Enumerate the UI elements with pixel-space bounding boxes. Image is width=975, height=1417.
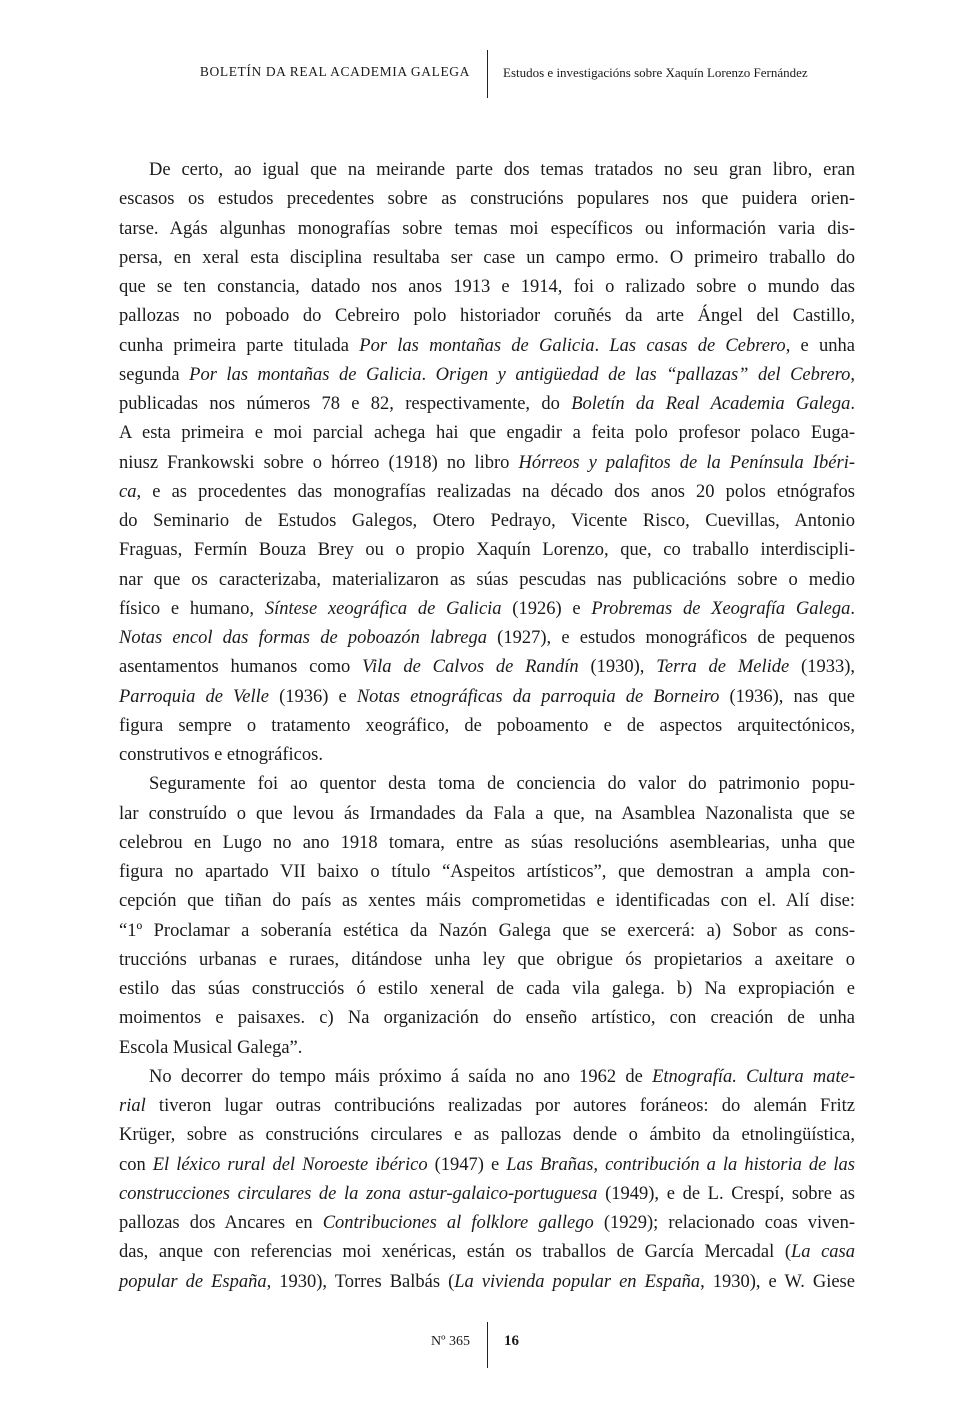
text-run: tiveron lugar outras contribucións realizadas por autores foráneos: do alemán Fritz	[145, 1096, 855, 1116]
article-body	[119, 156, 855, 1297]
italic-title: Terra de Melide	[656, 657, 790, 678]
text-line	[119, 829, 855, 858]
text-run: Krüger, sobre as construcións circulares e as pallozas dende o ámbito da etnolingüística,	[119, 1125, 855, 1146]
italic-title: Probremas de Xeografía Galega	[591, 598, 851, 619]
text-line	[119, 332, 855, 361]
text-run: (1936), nas que	[719, 686, 855, 707]
text-run: estilo das súas construcciós ó estilo xeneral de cada vila galega. b) Na expropiación e	[119, 979, 855, 999]
text-run: das, anque con referencias moi xenéricas, están os traballos de García Mercadal (	[119, 1242, 791, 1263]
text-run: pallozas no poboado do Cebreiro polo historiador coruñés da arte Ángel del Castillo,	[119, 306, 855, 327]
text-run: (1926) e	[501, 598, 592, 619]
text-run: asentamentos humanos como	[119, 657, 363, 678]
italic-title: Parroquia de Velle	[119, 686, 269, 707]
text-run: .	[850, 598, 855, 619]
text-run: , 1930), Torres Balbás (	[266, 1271, 455, 1292]
text-line	[119, 712, 855, 741]
italic-title: Origen y antigüedad de las “pallazas” del Cebrero	[435, 364, 851, 385]
italic-title: Hórreos y palafitos de la Península Ibéri-	[518, 452, 856, 473]
italic-title: Síntese xeográfica de Galicia	[264, 598, 502, 619]
text-run: construtivos e etnográficos.	[119, 745, 323, 765]
text-line	[119, 1092, 855, 1121]
italic-title: rial	[119, 1096, 146, 1116]
text-line	[119, 185, 855, 214]
text-run: cepción que tiñan do país as xentes máis comprometidas e identificadas con el. Alí dise:	[119, 891, 855, 912]
text-run: , e as procedentes das monografías realizadas na décado dos anos 20 polos etnógrafos	[136, 481, 855, 502]
text-run: Seguramente foi ao quentor desta toma de conciencia do valor do patrimonio popu-	[149, 774, 855, 795]
text-line	[119, 302, 855, 331]
text-run: figura sempre o tratamento xeográfico, de poboamento e de aspectos arquitectónicos,	[119, 715, 855, 736]
text-line	[119, 1034, 855, 1063]
text-run: físico e humano,	[119, 598, 265, 619]
text-line	[119, 156, 855, 185]
text-run: , 1930), e W. Giese	[700, 1271, 855, 1292]
text-run: pallozas dos Ancares en	[119, 1213, 323, 1233]
text-run: figura no apartado VII baixo o título “Aspeitos artísticos”, que demostran a ampla con-	[119, 862, 855, 882]
italic-title: Notas etnográficas da parroquia de Borneiro	[356, 686, 720, 707]
text-line	[119, 449, 855, 478]
paragraph	[119, 1063, 855, 1297]
header-divider	[487, 50, 488, 98]
text-line	[119, 800, 855, 829]
paragraph	[119, 770, 855, 1063]
text-run: De certo, ao igual que na meirande parte dos temas tratados no seu gran libro, eran	[149, 160, 855, 180]
text-run: segunda	[119, 364, 190, 385]
text-line	[119, 566, 855, 595]
text-run: (1927), e estudos monográficos de pequenos	[486, 628, 855, 648]
italic-title: Por las montañas de Galicia	[189, 364, 422, 385]
text-run: .	[850, 394, 856, 414]
text-run: “1º Proclamar a soberanía estética da Nazón Galega que se exercerá: a) Sobor as cons-	[119, 920, 855, 941]
text-line	[119, 390, 855, 419]
text-run: Fraguas, Fermín Bouza Brey ou o propio Xaquín Lorenzo, que, co traballo interdiscipli-	[119, 540, 855, 561]
text-line	[119, 624, 855, 653]
journal-title: BOLETÍN DA REAL ACADEMIA GALEGA	[199, 64, 470, 79]
text-run: escasos os estudos precedentes sobre as construcións populares nos que puidera orien-	[119, 189, 855, 210]
text-run: nar que os caracterizaba, materializaron as súas pescudas nas publicacións sobre o medio	[119, 569, 855, 590]
italic-title: La vivienda popular en España	[454, 1271, 701, 1292]
text-line	[119, 741, 855, 770]
text-line	[119, 770, 855, 799]
text-run: que se ten constancia, datado nos anos 1913 e 1914, foi o ralizado sobre o mundo das	[119, 277, 855, 297]
text-line	[119, 1209, 855, 1238]
italic-title: Las casas de Cebrero	[609, 335, 786, 356]
text-run: (1949), e de L. Crespí, sobre as	[597, 1183, 855, 1204]
text-line	[119, 653, 855, 682]
text-run: (1930),	[578, 657, 657, 678]
text-line	[119, 1180, 855, 1209]
text-line	[119, 1121, 855, 1150]
italic-title: El léxico rural del Noroeste ibérico	[152, 1154, 428, 1175]
text-run: , e unha	[785, 335, 855, 356]
issue-number: Nº 365	[431, 1334, 470, 1349]
italic-title: Boletín da Real Academia Galega	[571, 394, 851, 414]
text-run: moimentos e paisaxes. c) Na organización do enseño artístico, con creación de unha	[119, 1008, 855, 1029]
text-line	[119, 1268, 855, 1297]
text-line	[119, 683, 855, 712]
italic-title: Contribuciones al folklore gallego	[322, 1213, 594, 1233]
section-title: Estudos e investigacións sobre Xaquín Lorenzo Fernández	[503, 65, 808, 80]
text-line	[119, 975, 855, 1004]
italic-title: Las Brañas, contribución a la historia de las	[506, 1154, 855, 1175]
text-run: A esta primeira e moi parcial achega hai que engadir a feita polo profesor polaco Euga-	[119, 423, 855, 444]
text-run: celebrou en Lugo no ano 1918 tomara, entre as súas resolucións asemblearias, unha que	[119, 832, 855, 853]
text-line	[119, 478, 855, 507]
text-line	[119, 917, 855, 946]
text-line	[119, 361, 855, 390]
text-run: persa, en xeral esta disciplina resultaba ser case un campo ermo. O primeiro traballo do	[119, 247, 855, 268]
text-line	[119, 1151, 855, 1180]
text-run: .	[421, 364, 436, 385]
text-run: cunha primeira parte titulada	[119, 335, 360, 356]
text-run: con	[119, 1154, 153, 1175]
text-line	[119, 507, 855, 536]
italic-title: ca	[119, 481, 137, 502]
text-run: niusz Frankowski sobre o hórreo (1918) no libro	[119, 452, 519, 473]
italic-title: construcciones circulares de la zona astur-galaico-portuguesa	[119, 1183, 598, 1204]
text-line	[119, 215, 855, 244]
text-run: ,	[850, 364, 856, 385]
text-run: lar construído o que levou ás Irmandades da Fala a que, na Asamblea Nazonalista que se	[119, 803, 855, 824]
text-line	[119, 1063, 855, 1092]
text-run: do Seminario de Estudos Galegos, Otero Pedrayo, Vicente Risco, Cuevillas, Antonio	[119, 511, 855, 531]
footer-divider	[487, 1322, 488, 1368]
text-line	[119, 1004, 855, 1033]
italic-title: Notas encol das formas de poboazón labrega	[119, 628, 487, 648]
text-run: Escola Musical Galega”.	[119, 1037, 303, 1058]
text-line	[119, 419, 855, 448]
text-run: tarse. Agás algunhas monografías sobre temas moi específicos ou información varia dis-	[119, 218, 855, 239]
text-line	[119, 858, 855, 887]
text-run: (1947) e	[427, 1154, 507, 1175]
text-run: truccións urbanas e ruraes, ditándose unha ley que obrigue ós propietarios a axeitare o	[119, 949, 855, 970]
text-line	[119, 887, 855, 916]
text-line	[119, 536, 855, 565]
text-run: No decorrer do tempo máis próximo á saída no ano 1962 de	[149, 1066, 653, 1087]
italic-title: popular de España	[119, 1271, 267, 1292]
text-run: (1933),	[789, 657, 855, 678]
text-line	[119, 595, 855, 624]
text-line	[119, 946, 855, 975]
italic-title: Vila de Calvos de Randín	[362, 657, 579, 678]
text-line	[119, 273, 855, 302]
text-run: (1929); relacionado coas viven-	[593, 1213, 855, 1233]
italic-title: La casa	[791, 1242, 855, 1263]
text-line	[119, 1238, 855, 1267]
text-run: (1936) e	[269, 686, 357, 707]
text-run: publicadas nos números 78 e 82, respectivamente, do	[119, 394, 572, 414]
paragraph	[119, 156, 855, 770]
italic-title: Etnografía. Cultura mate-	[652, 1066, 855, 1087]
page-number: 16	[504, 1333, 519, 1349]
italic-title: Por las montañas de Galicia	[359, 335, 595, 356]
text-run: .	[594, 335, 610, 356]
text-line	[119, 244, 855, 273]
